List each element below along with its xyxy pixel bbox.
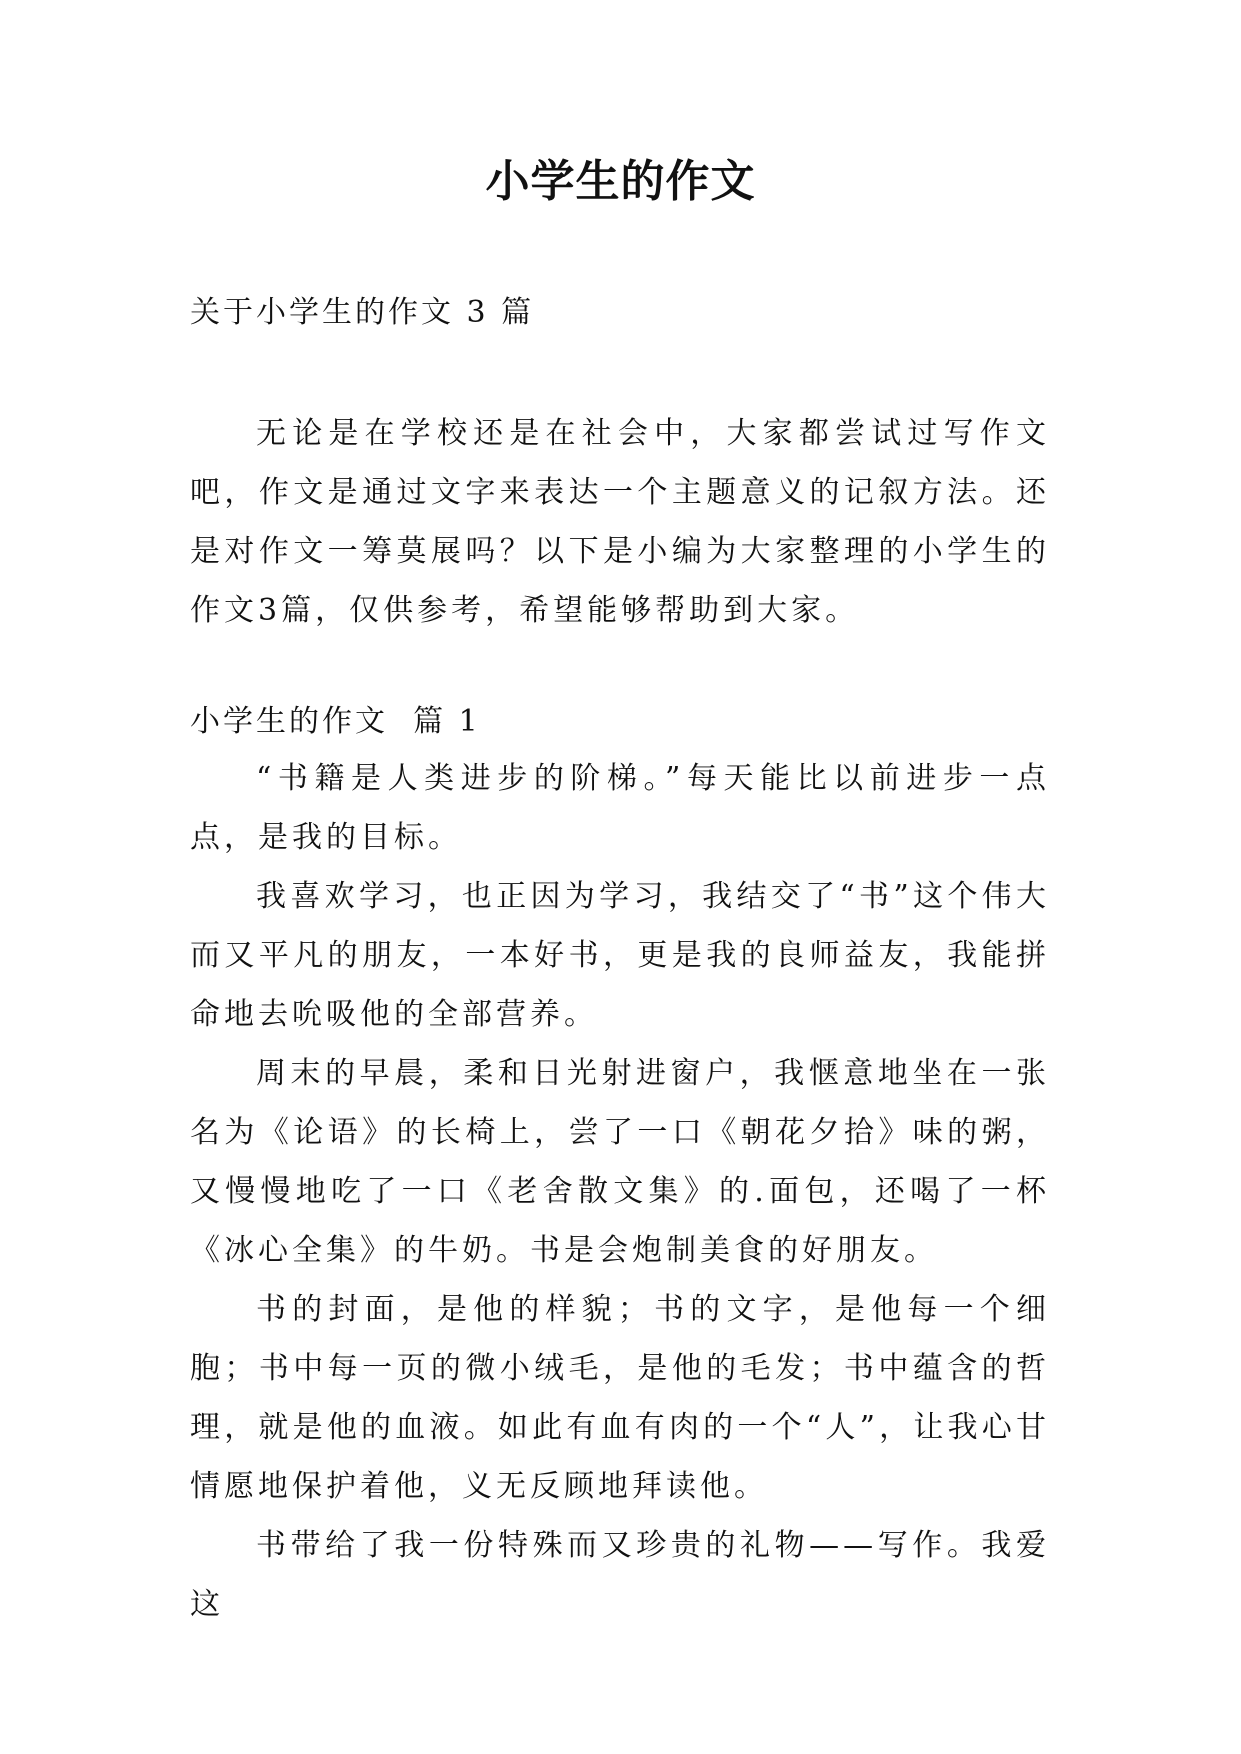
body-paragraph-2: 我喜欢学习，也正因为学习，我结交了“书”这个伟大而又平凡的朋友，一本好书，更是我的良师益友，我能拼命地去吮吸他的全部营养。 (190, 879, 1050, 1032)
intro-paragraph: 无论是在学校还是在社会中，大家都尝试过写作文吧，作文是通过文字来表达一个主题意义的记叙方法。还是对作文一筹莫展吗？以下是小编为大家整理的小学生的作文3篇，仅供参考，希望能够帮助到大家。 (190, 416, 1050, 628)
document-title: 小学生的作文 (485, 156, 756, 207)
body-paragraph-1: “书籍是人类进步的阶梯。”每天能比以前进步一点点，是我的目标。 (190, 761, 1050, 855)
document-subtitle: 关于小学生的作文 3 篇 (190, 295, 535, 330)
body-paragraph-4: 书的封面，是他的样貌；书的文字，是他每一个细胞；书中每一页的微小绒毛，是他的毛发；书中蕴含的哲理，就是他的血液。如此有血有肉的一个“人”，让我心甘情愿地保护着他，义无反顾地拜读他。 (190, 1292, 1050, 1504)
section-heading: 小学生的作文 篇 1 (190, 704, 481, 739)
body-paragraph-5: 书带给了我一份特殊而又珍贵的礼物——写作。我爱这 (190, 1528, 1050, 1622)
body-paragraph-3: 周末的早晨，柔和日光射进窗户，我惬意地坐在一张名为《论语》的长椅上，尝了一口《朝花夕拾》味的粥，又慢慢地吃了一口《老舍散文集》的.面包，还喝了一杯《冰心全集》的牛奶。书是会炮制美食的好朋友。 (190, 1056, 1050, 1268)
